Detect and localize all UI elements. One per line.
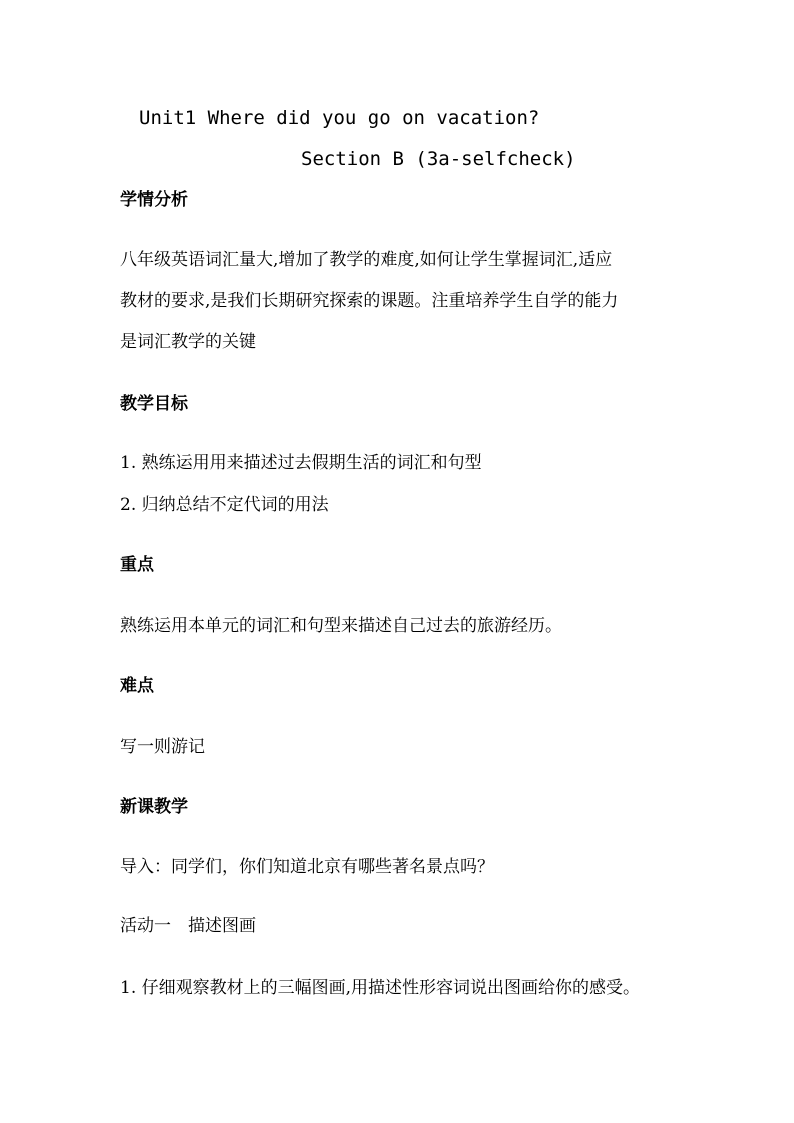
section-heading-analysis: 学情分析 [120, 190, 188, 210]
analysis-line-1: 八年级英语词汇量大,增加了教学的难度,如何让学生掌握词汇,适应 [120, 250, 613, 270]
objective-item-2: 2. 归纳总结不定代词的用法 [120, 495, 329, 515]
document-title: Unit1 Where did you go on vacation? [139, 107, 540, 129]
activity-1-title: 活动一 描述图画 [120, 916, 256, 936]
section-heading-new-lesson: 新课教学 [120, 797, 188, 817]
key-points-text: 熟练运用本单元的词汇和句型来描述自己过去的旅游经历。 [120, 616, 562, 636]
analysis-line-3: 是词汇教学的关键 [120, 332, 256, 352]
section-heading-difficulties: 难点 [120, 676, 154, 696]
difficulties-text: 写一则游记 [120, 737, 205, 757]
document-subtitle: Section B (3a-selfcheck) [301, 148, 576, 170]
activity-1-item-1: 1. 仔细观察教材上的三幅图画,用描述性形容词说出图画给你的感受。 [120, 978, 641, 998]
new-lesson-intro: 导入：同学们，你们知道北京有哪些著名景点吗？ [120, 857, 494, 877]
section-heading-key-points: 重点 [120, 555, 154, 575]
objective-item-1: 1. 熟练运用用来描述过去假期生活的词汇和句型 [120, 453, 482, 473]
section-heading-objectives: 教学目标 [120, 394, 188, 414]
analysis-line-2: 教材的要求,是我们长期研究探索的课题。注重培养学生自学的能力 [120, 291, 619, 311]
